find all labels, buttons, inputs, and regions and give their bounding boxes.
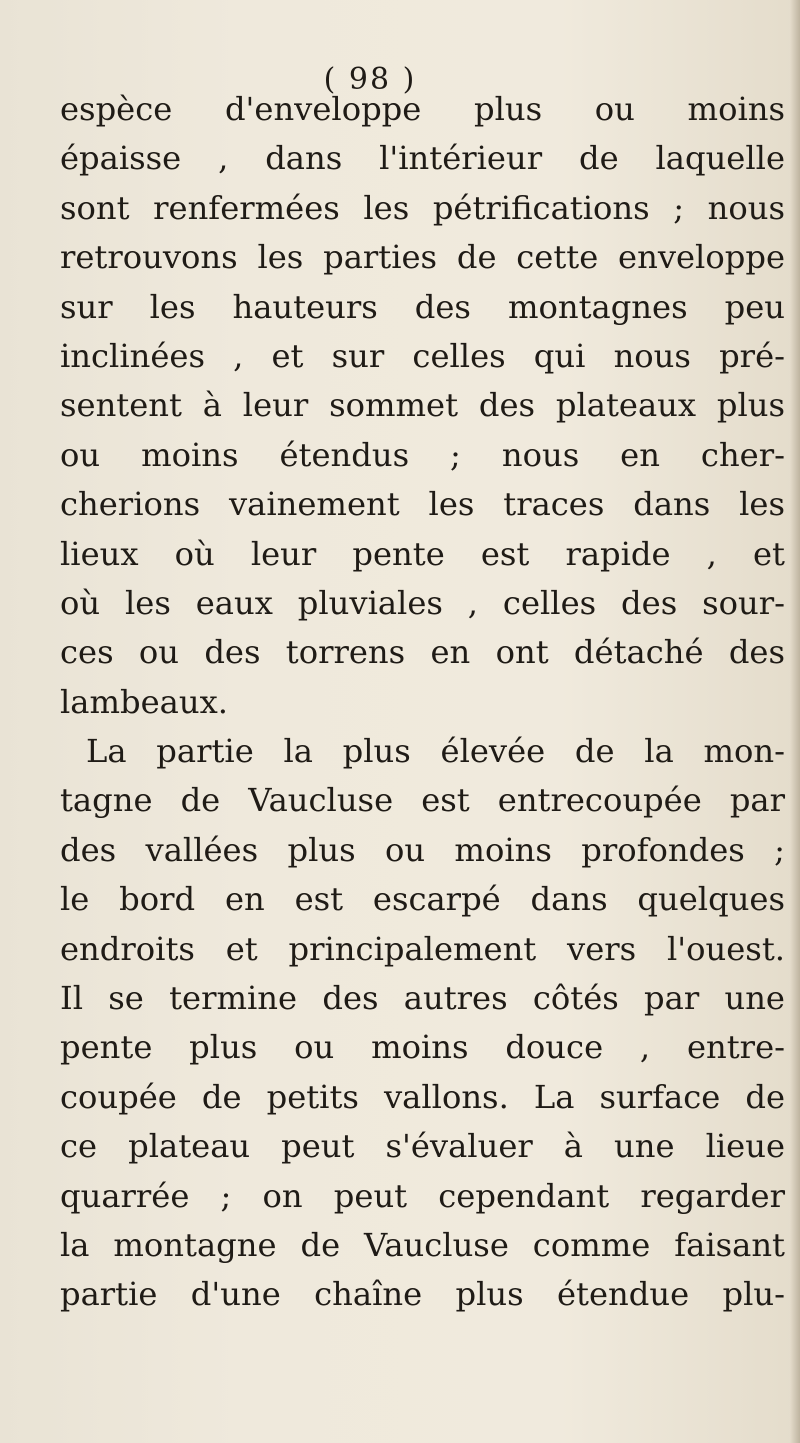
text-line: des vallées plus ou moins profondes ; — [60, 830, 785, 869]
text-line: où les eaux pluviales , celles des sour- — [60, 583, 785, 622]
page-edge-shadow — [790, 0, 800, 1443]
text-line: épaisse , dans l'intérieur de laquelle — [60, 139, 785, 178]
text-line: quarrée ; on peut cependant regarder — [60, 1176, 785, 1215]
text-line: ou moins étendus ; nous en cher- — [60, 435, 785, 474]
text-line: retrouvons les parties de cette enveloppe — [60, 238, 785, 277]
text-line: la montagne de Vaucluse comme faisant — [60, 1225, 785, 1264]
page-number: ( 98 ) — [323, 62, 417, 97]
text-line: Il se termine des autres côtés par une — [60, 979, 785, 1018]
text-line: cherions vainement les traces dans les — [60, 485, 785, 524]
text-line: pente plus ou moins douce , entre- — [60, 1028, 785, 1067]
text-line: tagne de Vaucluse est entrecoupée par — [60, 781, 785, 820]
text-line: le bord en est escarpé dans quelques — [60, 880, 785, 919]
text-line: espèce d'enveloppe plus ou moins — [60, 90, 785, 128]
text-line: ce plateau peut s'évaluer à une lieue — [60, 1127, 785, 1166]
paragraph-end-line: lambeaux. — [60, 682, 228, 721]
text-line: sur les hauteurs des montagnes peu — [60, 287, 785, 326]
text-line: sentent à leur sommet des plateaux plus — [60, 386, 785, 425]
paragraph-start-line: La partie la plus élevée de la mon- — [86, 732, 785, 771]
text-line: ces ou des torrens en ont détaché des — [60, 633, 785, 672]
text-line: sont renfermées les pétrifications ; nous — [60, 188, 785, 227]
text-line: inclinées , et sur celles qui nous pré- — [60, 336, 785, 375]
text-line: endroits et principalement vers l'ouest. — [60, 929, 785, 968]
text-line: partie d'une chaîne plus étendue plu- — [60, 1275, 785, 1314]
body-text — [60, 85, 785, 1320]
text-line: lieux où leur pente est rapide , et — [60, 534, 785, 573]
text-line: coupée de petits vallons. La surface de — [60, 1077, 785, 1116]
